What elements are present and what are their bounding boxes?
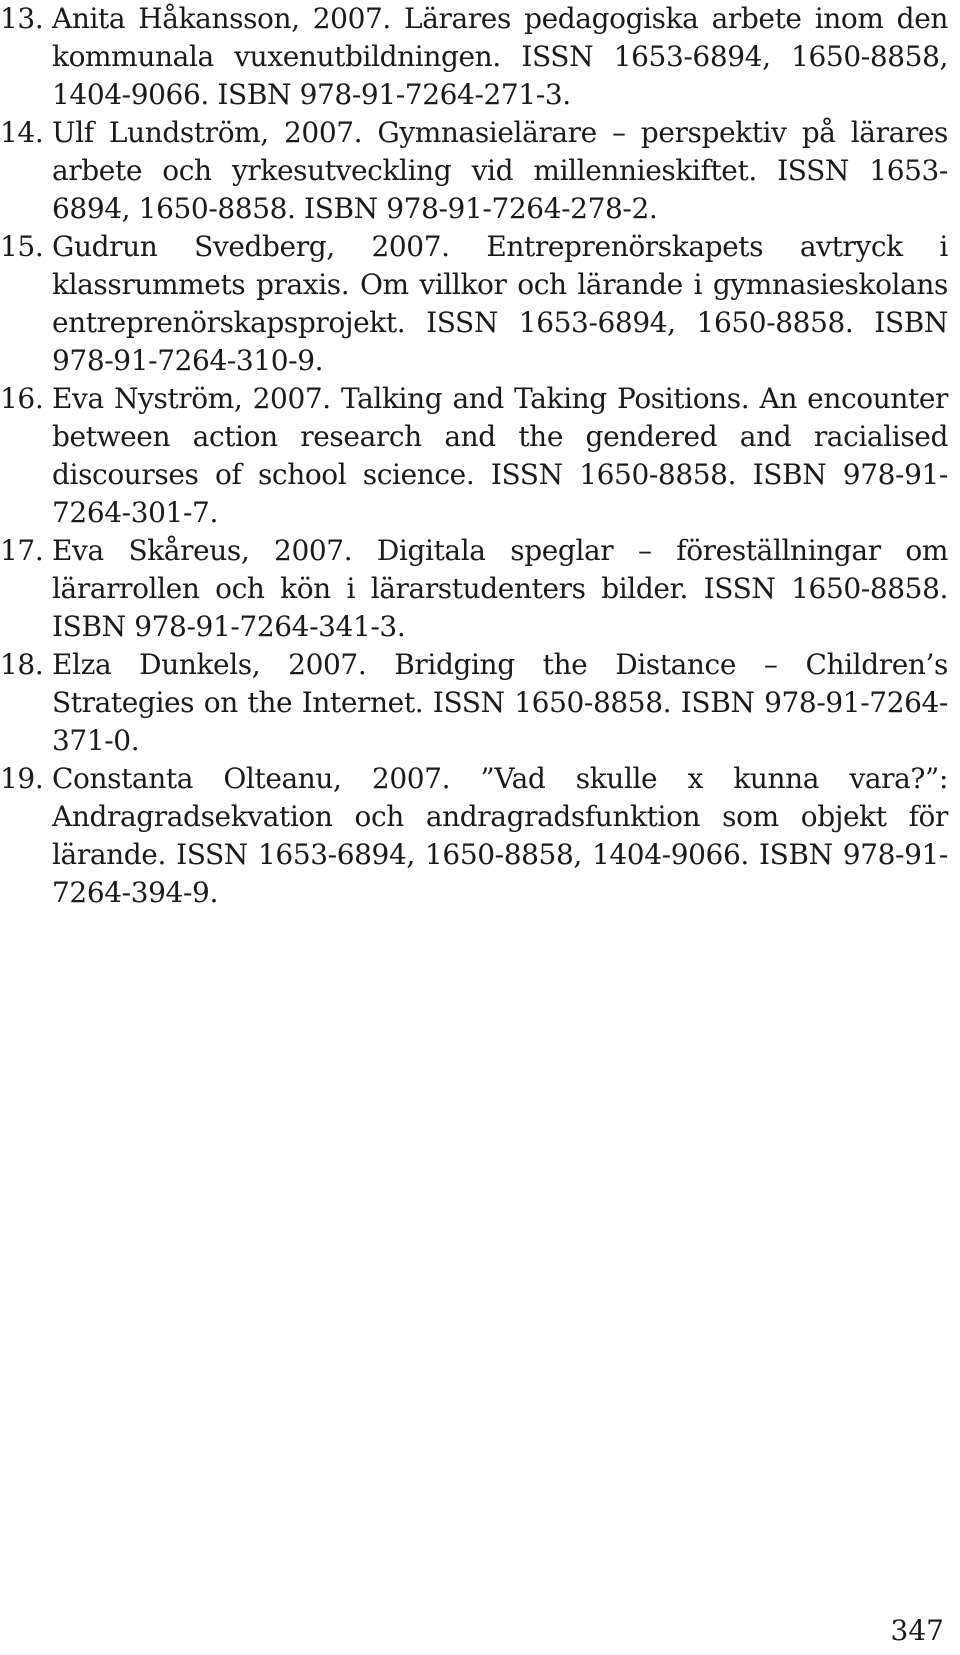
reference-text: Gudrun Svedberg, 2007. Entreprenörskapets avtryck i klassrummets praxis. Om villkor och lärande i gymnasieskolans entreprenörskapsprojekt. ISSN 1653-6894, 1650-8858. ISBN 978-91-7264-310-9. bbox=[52, 230, 948, 377]
reference-number: 13. bbox=[0, 2, 44, 35]
reference-text: Elza Dunkels, 2007. Bridging the Distance – Children’s Strategies on the Internet. ISSN 1650-8858. ISBN 978-91-7264-371-0. bbox=[52, 648, 948, 757]
reference-number: 18. bbox=[0, 648, 44, 681]
reference-number: 15. bbox=[0, 230, 44, 263]
reference-item-19 bbox=[0, 760, 960, 912]
reference-text: Eva Nyström, 2007. Talking and Taking Positions. An encounter between action research and the gendered and racialised discourses of school science. ISSN 1650-8858. ISBN 978-91-7264-301-7. bbox=[52, 382, 948, 529]
reference-number: 16. bbox=[0, 382, 44, 415]
reference-item-16 bbox=[0, 380, 960, 532]
reference-text: Anita Håkansson, 2007. Lärares pedagogiska arbete inom den kommunala vuxenutbildningen. ISSN 1653-6894, 1650-8858, 1404-9066. ISBN 978-91-7264-271-3. bbox=[52, 2, 948, 111]
reference-item-15 bbox=[0, 228, 960, 380]
reference-text: Ulf Lundström, 2007. Gymnasielärare – perspektiv på lärares arbete och yrkesutveckling vid millennieskiftet. ISSN 1653-6894, 1650-8858. ISBN 978-91-7264-278-2. bbox=[52, 116, 948, 225]
reference-number: 17. bbox=[0, 534, 44, 567]
reference-item-13 bbox=[0, 0, 960, 114]
reference-text: Eva Skåreus, 2007. Digitala speglar – föreställningar om lärarrollen och kön i lärarstudenters bilder. ISSN 1650-8858. ISBN 978-91-7264-341-3. bbox=[52, 534, 948, 643]
reference-item-14 bbox=[0, 114, 960, 228]
reference-number: 14. bbox=[0, 116, 44, 149]
reference-item-18 bbox=[0, 646, 960, 760]
page-number: 347 bbox=[890, 1614, 944, 1647]
reference-number: 19. bbox=[0, 762, 44, 795]
reference-text: Constanta Olteanu, 2007. ”Vad skulle x kunna vara?”: Andragradsekvation och andragradsfunktion som objekt för lärande. ISSN 1653-6894, 1650-8858, 1404-9066. ISBN 978-91-7264-394-9. bbox=[52, 762, 948, 909]
reference-item-17 bbox=[0, 532, 960, 646]
